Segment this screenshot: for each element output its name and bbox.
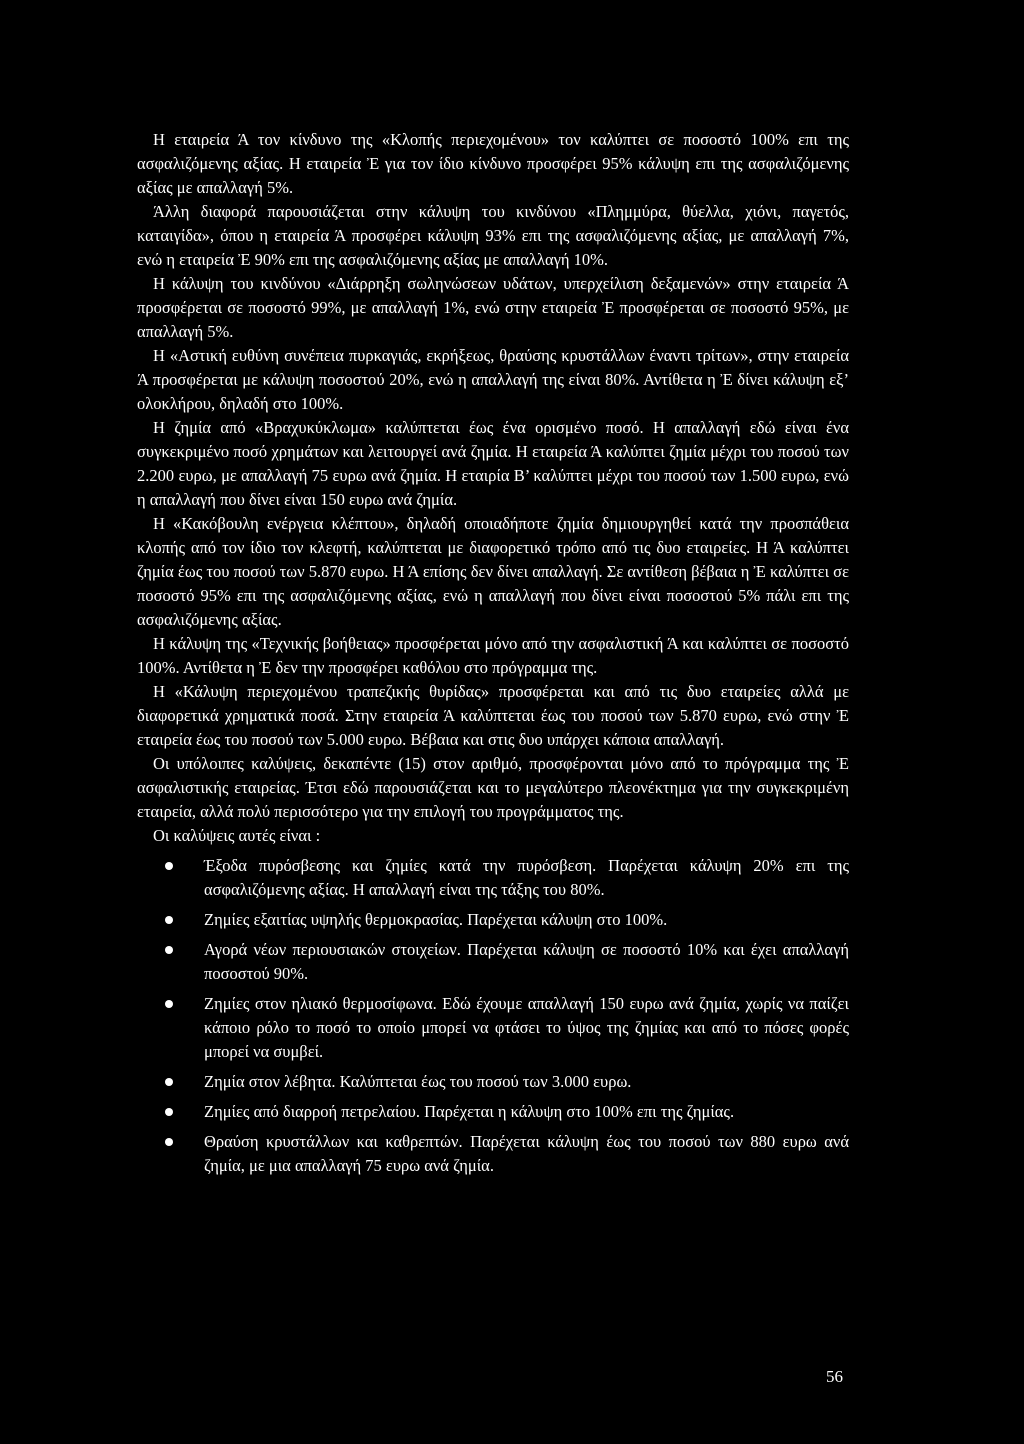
bullet-icon — [165, 862, 173, 870]
paragraph-remaining-coverages: Οι υπόλοιπες καλύψεις, δεκαπέντε (15) στον αριθμό, προσφέρονται μόνο από το πρόγραμμα της Ἐ ασφαλιστικής εταιρείας. Έτσι εδώ παρουσιάζεται και το μεγαλύτερο πλεονέκτημα για την συγκεκριμένη εταιρεία, αλλά πολύ περισσότερο για την επιλογή του προγράμματος της. — [137, 754, 849, 821]
page-number: 56 — [826, 1367, 843, 1386]
list-item — [137, 938, 849, 986]
list-item-text: Ζημία στον λέβητα. Καλύπτεται έως του ποσού των 3.000 ευρω. — [204, 1072, 632, 1091]
paragraph-flood-storm: Άλλη διαφορά παρουσιάζεται στην κάλυψη του κινδύνου «Πλημμύρα, θύελλα, χιόνι, παγετός, καταιγίδα», όπου η εταιρεία Ά προσφέρει κάλυψη 93% επι της ασφαλιζόμενης αξίας, με απαλλαγή 7%, ενώ η εταιρεία Ἐ 90% επι της ασφαλιζόμενης αξίας με απαλλαγή 10%. — [137, 202, 849, 269]
paragraph-malicious-act: Η «Κακόβουλη ενέργεια κλέπτου», δηλαδή οποιαδήποτε ζημία δημιουργηθεί κατά την προσπάθεια κλοπής από τον ίδιο τον κλεφτή, καλύπτεται με διαφορετικό τρόπο από τις δυο εταιρείες. Η Ά καλύπτει ζημία έως του ποσού των 5.870 ευρω. Η Ά επίσης δεν δίνει απαλλαγή. Σε αντίθεση βέβαια η Ἐ καλύπτει σε ποσοστό 95% επι της ασφαλιζόμενης αξίας, ενώ η απαλλαγή που δίνει είναι ποσοστού 5% πάλι επι της ασφαλιζόμενης αξίας. — [137, 514, 849, 629]
paragraph-civil-liability: Η «Αστική ευθύνη συνέπεια πυρκαγιάς, εκρήξεως, θραύσης κρυστάλλων έναντι τρίτων», στην εταιρεία Ά προσφέρεται με κάλυψη ποσοστού 20%, ενώ η απαλλαγή της είναι 80%. Αντίθετα η Ἐ δίνει κάλυψη εξ’ ολοκλήρου, δηλαδή στο 100%. — [137, 346, 849, 413]
list-item-text: Έξοδα πυρόσβεσης και ζημίες κατά την πυρόσβεση. Παρέχεται κάλυψη 20% επι της ασφαλιζόμενης αξίας. Η απαλλαγή είναι της τάξης του 80%. — [204, 856, 849, 899]
list-item-text: Αγορά νέων περιουσιακών στοιχείων. Παρέχεται κάλυψη σε ποσοστό 10% και έχει απαλλαγή ποσοστού 90%. — [204, 940, 849, 983]
list-item-text: Ζημίες από διαρροή πετρελαίου. Παρέχεται η κάλυψη στο 100% επι της ζημίας. — [204, 1102, 735, 1121]
coverage-list — [137, 854, 849, 1178]
bullet-icon — [165, 1000, 173, 1008]
bullet-icon — [165, 1138, 173, 1146]
document-body — [137, 128, 849, 1184]
list-item — [137, 992, 849, 1064]
list-item-text: Θραύση κρυστάλλων και καθρεπτών. Παρέχεται κάλυψη έως του ποσού των 880 ευρω ανά ζημία, με μια απαλλαγή 75 ευρω ανά ζημία. — [204, 1132, 849, 1175]
bullet-icon — [165, 1078, 173, 1086]
paragraph-theft-coverage: Η εταιρεία Ά τον κίνδυνο της «Κλοπής περιεχομένου» τον καλύπτει σε ποσοστό 100% επι της ασφαλιζόμενης αξίας. Η εταιρεία Ἐ για τον ίδιο κίνδυνο προσφέρει 95% κάλυψη επι της ασφαλιζόμενης αξίας με απαλλαγή 5%. — [137, 130, 849, 197]
paragraph-short-circuit: Η ζημία από «Βραχυκύκλωμα» καλύπτεται έως ένα ορισμένο ποσό. Η απαλλαγή εδώ είναι ένα συγκεκριμένο ποσό χρημάτων και λειτουργεί ανά ζημία. Η εταιρεία Ά καλύπτει ζημία μέχρι του ποσού των 2.200 ευρω, με απαλλαγή 75 ευρω ανά ζημία. Η εταιρία Β’ καλύπτει μέχρι του ποσού των 1.500 ευρω, ενώ η απαλλαγή που δίνει είναι 150 ευρω ανά ζημία. — [137, 418, 849, 509]
paragraph-safe-deposit: Η «Κάλυψη περιεχομένου τραπεζικής θυρίδας» προσφέρεται και από τις δυο εταιρείες αλλά με διαφορετικά χρηματικά ποσά. Στην εταιρεία Ά καλύπτεται έως του ποσού των 5.870 ευρω, ενώ στην Ἐ εταιρεία έως του ποσού των 5.000 ευρω. Βέβαια και στις δυο υπάρχει κάποια απαλλαγή. — [137, 682, 849, 749]
bullet-icon — [165, 916, 173, 924]
list-intro: Οι καλύψεις αυτές είναι : — [153, 826, 321, 845]
list-item-text: Ζημίες εξαιτίας υψηλής θερμοκρασίας. Παρέχεται κάλυψη στο 100%. — [204, 910, 668, 929]
list-item — [137, 1100, 849, 1124]
list-item-text: Ζημίες στον ηλιακό θερμοσίφωνα. Εδώ έχουμε απαλλαγή 150 ευρω ανά ζημία, χωρίς να παίζει κάποιο ρόλο το ποσό το οποίο μπορεί να φτάσει το ύψος της ζημίας και από το πόσες φορές μπορεί να συμβεί. — [204, 994, 849, 1061]
list-item — [137, 854, 849, 902]
list-item — [137, 1070, 849, 1094]
bullet-icon — [165, 1108, 173, 1116]
list-item — [137, 908, 849, 932]
bullet-icon — [165, 946, 173, 954]
paragraph-technical-assistance: Η κάλυψη της «Τεχνικής βοήθειας» προσφέρεται μόνο από την ασφαλιστική Ά και καλύπτει σε ποσοστό 100%. Αντίθετα η Ἐ δεν την προσφέρει καθόλου στο πρόγραμμα της. — [137, 634, 849, 677]
list-item — [137, 1130, 849, 1178]
paragraph-pipe-burst: Η κάλυψη του κινδύνου «Διάρρηξη σωληνώσεων υδάτων, υπερχείλιση δεξαμενών» στην εταιρεία Ά προσφέρεται σε ποσοστό 99%, με απαλλαγή 1%, ενώ στην εταιρεία Ἐ προσφέρεται σε ποσοστό 95%, με απαλλαγή 5%. — [137, 274, 849, 341]
